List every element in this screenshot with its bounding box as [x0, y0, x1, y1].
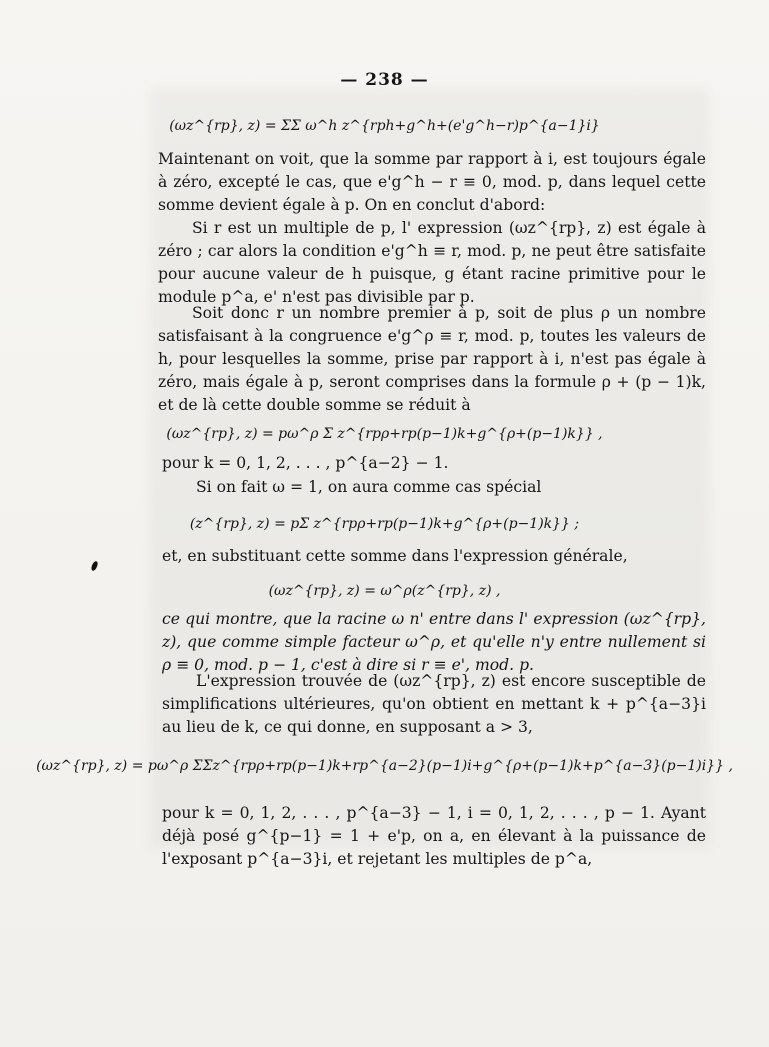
range-line-k: pour k = 0, 1, 2, . . . , p^{a−2} − 1. [162, 454, 449, 472]
paragraph-6: ce qui montre, que la racine ω n' entre dans l' expression (ωz^{rp}, z), que comme simple facteur ω^ρ, et qu'elle n'y entre nullement si ρ ≡ 0, mod. p − 1, c'est à dire si r ≡ e', mod. p. [162, 610, 706, 674]
paragraph-8: pour k = 0, 1, 2, . . . , p^{a−3} − 1, i = 0, 1, 2, . . . , p − 1. Ayant déjà posé g^{p−1} = 1 + e'p, on a, en élevant à la puissance de l'exposant p^{a−3}i, et rejetant les multiples de p^a, [162, 804, 706, 868]
paragraph-5: et, en substituant cette somme dans l'expression générale, [162, 547, 628, 565]
paragraph-2: Si r est un multiple de p, l' expression (ωz^{rp}, z) est égale à zéro ; car alors la condition e'g^h ≡ r, mod. p, ne peut être satisfaite pour aucune valeur de h puisque, g étant racine primitive pour le module p^a, e' n'est pas divisible par p. [158, 219, 706, 306]
paragraph-7: L'expression trouvée de (ωz^{rp}, z) est encore susceptible de simplifications ultérieures, qu'on obtient en mettant k + p^{a−3}i au lieu de k, ce qui donne, en supposant a > 3, [162, 672, 706, 736]
formula-3: (z^{rp}, z) = pΣ z^{rpρ+rp(p−1)k+g^{ρ+(p−1)k}} ; [189, 516, 580, 532]
formula-1: (ωz^{rp}, z) = ΣΣ ω^h z^{rph+g^h+(e'g^h−r)p^{a−1}i} [169, 118, 600, 134]
ink-blot-mark [90, 560, 98, 571]
formula-5: (ωz^{rp}, z) = pω^ρ ΣΣz^{rpρ+rp(p−1)k+rp^{a−2}(p−1)i+g^{ρ+(p−1)k+p^{a−3}(p−1)i}} , [36, 758, 733, 774]
page-number: — 238 — [340, 70, 429, 90]
formula-2: (ωz^{rp}, z) = pω^ρ Σ z^{rpρ+rp(p−1)k+g^{ρ+(p−1)k}} , [166, 426, 603, 442]
paragraph-1: Maintenant on voit, que la somme par rapport à i, est toujours égale à zéro, excepté le cas, que e'g^h − r ≡ 0, mod. p, dans lequel cette somme devient égale à p. On en conclut d'abord: [158, 150, 706, 214]
formula-4: (ωz^{rp}, z) = ω^ρ(z^{rp}, z) , [268, 583, 501, 599]
paragraph-3: Soit donc r un nombre premier à p, soit de plus ρ un nombre satisfaisant à la congruence e'g^ρ ≡ r, mod. p, toutes les valeurs de h, pour lesquelles la somme, prise par rapport à i, n'est pas égale à zéro, mais égale à p, seront comprises dans la formule ρ + (p − 1)k, et de là cette double somme se réduit à [158, 304, 706, 414]
paragraph-4: Si on fait ω = 1, on aura comme cas spécial [196, 478, 542, 496]
